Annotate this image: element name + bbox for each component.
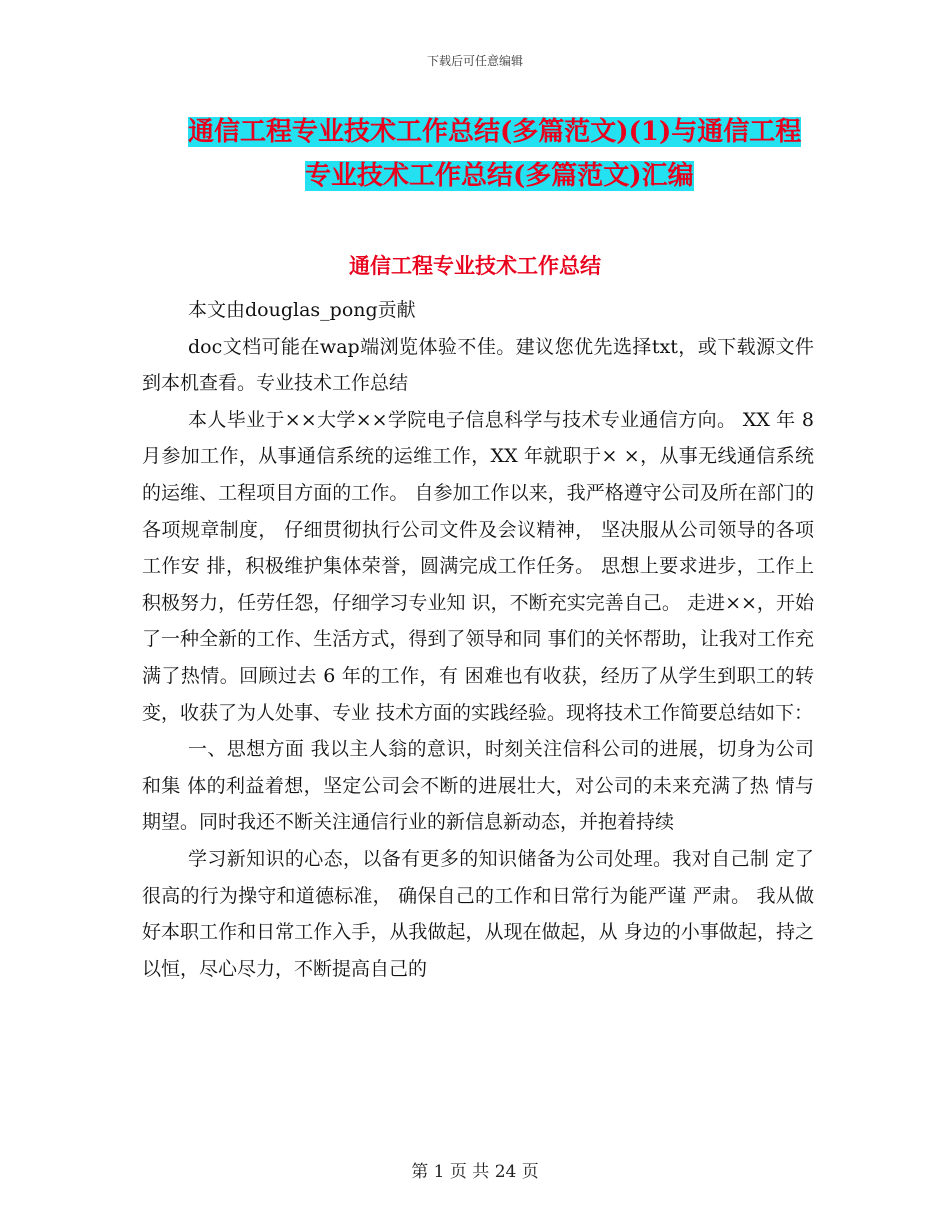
document-title bbox=[0, 110, 950, 198]
paragraph-ideology: 一、思想方面 我以主人翁的意识，时刻关注信科公司的进展，切身为公司和集 体的利益着想，坚定公司会不断的进展壮大，对公司的未来充满了热 情与期望。同时我还不断关注通信行业的新信息新动态，并抱着持续 bbox=[142, 738, 814, 834]
header-note: 下载后可任意编辑 bbox=[426, 54, 523, 68]
paragraph-introduction: 本人毕业于××大学××学院电子信息科学与技术专业通信方向。 XX 年 8 月参加工作，从事通信系统的运维工作，XX 年就职于× ×，从事无线通信系统的运维、工程项目方面的工作。 自参加工作以来，我严格遵守公司及所在部门的各项规章制度， 仔细贯彻执行公司文件及会议精神， 坚决服从公司领导的各项工作安 排，积极维护集体荣誉，圆满完成工作任务。 思想上要求进步，工作上积极努力，任劳任怨，仔细学习专业知 识，不断充实完善自己。 走进××，开始了一种全新的工作、生活方式，得到了领导和同 事们的关怀帮助，让我对工作充满了热情。回顾过去 6 年的工作，有 困难也有收获，经历了从学生到职工的转变，收获了为人处事、专业 技术方面的实践经验。现将技术工作简要总结如下： bbox=[142, 408, 814, 724]
document-title-line-1: 通信工程专业技术工作总结(多篇范文)(1)与通信工程 bbox=[188, 117, 802, 147]
paragraph-learning: 学习新知识的心态，以备有更多的知识储备为公司处理。我对自己制 定了很高的行为操守和道德标准， 确保自己的工作和日常行为能严谨 严肃。 我从做好本职工作和日常工作入手，从我做起，从现在做起，从 身边的小事做起，持之以恒，尽心尽力，不断提高自己的 bbox=[142, 847, 814, 980]
document-title-line-2: 专业技术工作总结(多篇范文)汇编 bbox=[305, 161, 694, 191]
body-text bbox=[142, 292, 814, 987]
page-footer: 第 1 页 共 24 页 bbox=[411, 1162, 539, 1182]
paragraph-format-note: doc文档可能在wap端浏览体验不佳。建议您优先选择txt，或下载源文件到本机查看。专业技术工作总结 bbox=[142, 335, 814, 395]
paragraph-contributor: 本文由douglas_pong贡献 bbox=[188, 299, 416, 321]
section-title: 通信工程专业技术工作总结 bbox=[349, 253, 601, 278]
